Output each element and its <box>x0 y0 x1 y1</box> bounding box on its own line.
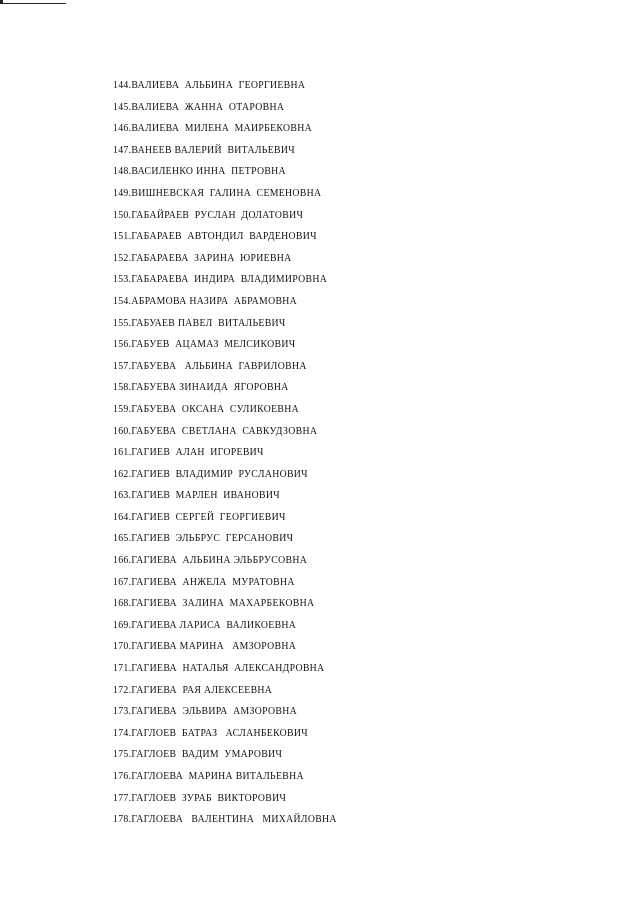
list-item: 173.ГАГИЕВА ЭЛЬВИРА АМЗОРОВНА <box>113 706 297 718</box>
list-item: 178.ГАГЛОЕВА ВАЛЕНТИНА МИХАЙЛОВНА <box>113 814 337 826</box>
list-item: 167.ГАГИЕВА АНЖЕЛА МУРАТОВНА <box>113 576 295 588</box>
list-item: 154.АБРАМОВА НАЗИРА АБРАМОВНА <box>113 295 298 307</box>
list-item: 147.ВАНЕЕВ ВАЛЕРИЙ ВИТАЛЬЕВИЧ <box>113 144 295 156</box>
list-item: 166.ГАГИЕВА АЛЬБИНА ЭЛЬБРУСОВНА <box>113 555 308 567</box>
list-item: 170.ГАГИЕВА МАРИНА АМЗОРОВНА <box>113 641 297 653</box>
list-item: 144.ВАЛИЕВА АЛЬБИНА ГЕОРГИЕВНА <box>113 80 306 91</box>
list-item: 148.ВАСИЛЕНКО ИННА ПЕТРОВНА <box>113 166 286 178</box>
name-list <box>113 75 354 831</box>
list-item: 159.ГАБУЕВА ОКСАНА СУЛИКОЕВНА <box>113 403 299 415</box>
list-item: 172.ГАГИЕВА РАЯ АЛЕКСЕЕВНА <box>113 684 273 696</box>
list-item: 163.ГАГИЕВ МАРЛЕН ИВАНОВИЧ <box>113 490 280 502</box>
list-item: 152.ГАБАРАЕВА ЗАРИНА ЮРИЕВНА <box>113 252 292 264</box>
list-item: 156.ГАБУЕВ АЦАМАЗ МЕЛСИКОВИЧ <box>113 339 296 351</box>
list-item: 157.ГАБУЕВА АЛЬБИНА ГАВРИЛОВНА <box>113 360 307 372</box>
list-item: 177.ГАГЛОЕВ ЗУРАБ ВИКТОРОВИЧ <box>113 792 287 804</box>
list-item: 171.ГАГИЕВА НАТАЛЬЯ АЛЕКСАНДРОВНА <box>113 663 325 675</box>
list-item: 149.ВИШНЕВСКАЯ ГАЛИНА СЕМЕНОВНА <box>113 187 322 199</box>
list-item: 151.ГАБАРАЕВ АВТОНДИЛ ВАРДЕНОВИЧ <box>113 231 317 243</box>
list-item: 169.ГАГИЕВА ЛАРИСА ВАЛИКОЕВНА <box>113 619 297 631</box>
list-item: 160.ГАБУЕВА СВЕТЛАНА САВКУДЗОВНА <box>113 425 318 437</box>
list-item: 176.ГАГЛОЕВА МАРИНА ВИТАЛЬЕВНА <box>113 771 304 782</box>
list-item: 145.ВАЛИЕВА ЖАННА ОТАРОВНА <box>113 101 285 113</box>
list-item: 162.ГАГИЕВ ВЛАДИМИР РУСЛАНОВИЧ <box>113 468 308 480</box>
list-item: 161.ГАГИЕВ АЛАН ИГОРЕВИЧ <box>113 447 264 459</box>
list-item: 155.ГАБУАЕВ ПАВЕЛ ВИТАЛЬЕВИЧ <box>113 317 286 329</box>
list-item: 164.ГАГИЕВ СЕРГЕЙ ГЕОРГИЕВИЧ <box>113 511 286 523</box>
list-item: 168.ГАГИЕВА ЗАЛИНА МАХАРБЕКОВНА <box>113 598 315 610</box>
list-item: 153.ГАБАРАЕВА ИНДИРА ВЛАДИМИРОВНА <box>113 274 328 286</box>
list-item: 175.ГАГЛОЕВ ВАДИМ УМАРОВИЧ <box>113 749 283 761</box>
list-item: 158.ГАБУЕВА ЗИНАИДА ЯГОРОВНА <box>113 382 289 394</box>
list-item: 174.ГАГЛОЕВ БАТРАЗ АСЛАНБЕКОВИЧ <box>113 727 308 739</box>
list-item: 165.ГАГИЕВ ЭЛЬБРУС ГЕРСАНОВИЧ <box>113 533 294 545</box>
list-item: 150.ГАБАЙРАЕВ РУСЛАН ДОЛАТОВИЧ <box>113 209 304 221</box>
page-corner-mark <box>0 0 66 4</box>
list-item: 146.ВАЛИЕВА МИЛЕНА МАИРБЕКОВНА <box>113 123 312 135</box>
